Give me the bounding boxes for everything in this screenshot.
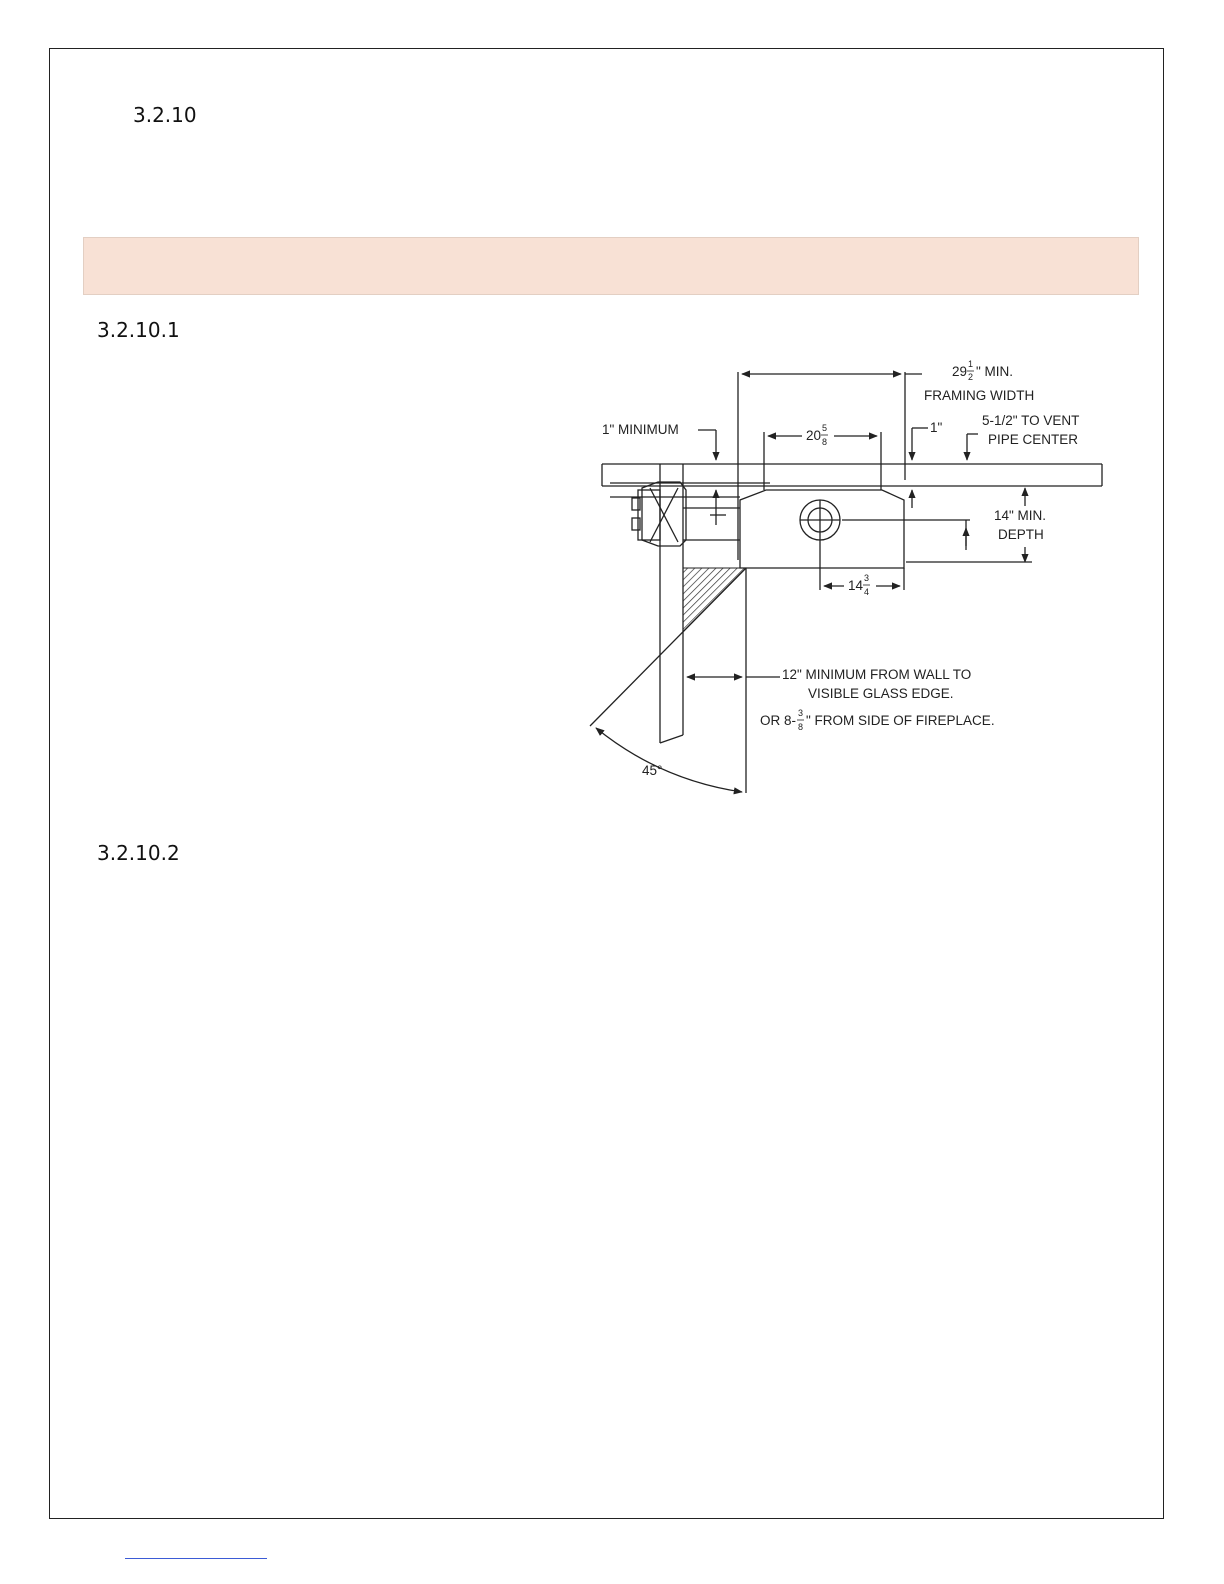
svg-text:3: 3	[798, 708, 804, 718]
vent-center-label: 5-1/2" TO VENT	[982, 413, 1080, 428]
svg-text:PIPE CENTER: PIPE CENTER	[988, 432, 1079, 447]
svg-text:" FROM SIDE OF FIREPLACE.: " FROM SIDE OF FIREPLACE.	[806, 713, 995, 728]
side-clearance-label: OR 8-	[760, 713, 797, 728]
section-number-3-2-10-2: 3.2.10.2	[97, 841, 180, 865]
corner-framing-diagram	[580, 350, 1120, 810]
svg-text:4: 4	[864, 587, 870, 597]
angle-arc	[596, 728, 742, 792]
wall-clearance-label: 12" MINIMUM FROM WALL TO	[782, 667, 972, 682]
one-inch-label: 1"	[930, 420, 943, 435]
section-number-3-2-10-1: 3.2.10.1	[97, 318, 180, 342]
svg-text:1: 1	[968, 359, 974, 369]
svg-text:VISIBLE GLASS EDGE.: VISIBLE GLASS EDGE.	[808, 686, 954, 701]
one-inch-minimum-label: 1" MINIMUM	[602, 422, 679, 437]
depth-label: 14" MIN.	[994, 508, 1047, 523]
section-number-3-2-10: 3.2.10	[133, 103, 197, 127]
svg-text:2: 2	[968, 372, 974, 382]
note-band	[83, 237, 1139, 295]
hatched-clearance-zone	[683, 568, 746, 632]
angle-label: 45°	[642, 763, 663, 778]
width-14-label: 14	[848, 578, 864, 593]
svg-text:5: 5	[822, 423, 828, 433]
footer-link-rule	[125, 1558, 267, 1559]
svg-text:DEPTH: DEPTH	[998, 527, 1044, 542]
framing-width-value: 29	[952, 364, 968, 379]
fireplace-body	[740, 490, 904, 568]
svg-text:8: 8	[822, 437, 828, 447]
width-20-label: 20	[806, 428, 822, 443]
framing-width-label: FRAMING WIDTH	[924, 388, 1035, 403]
svg-text:3: 3	[864, 573, 870, 583]
svg-text:" MIN.: " MIN.	[976, 364, 1014, 379]
svg-text:8: 8	[798, 722, 804, 732]
